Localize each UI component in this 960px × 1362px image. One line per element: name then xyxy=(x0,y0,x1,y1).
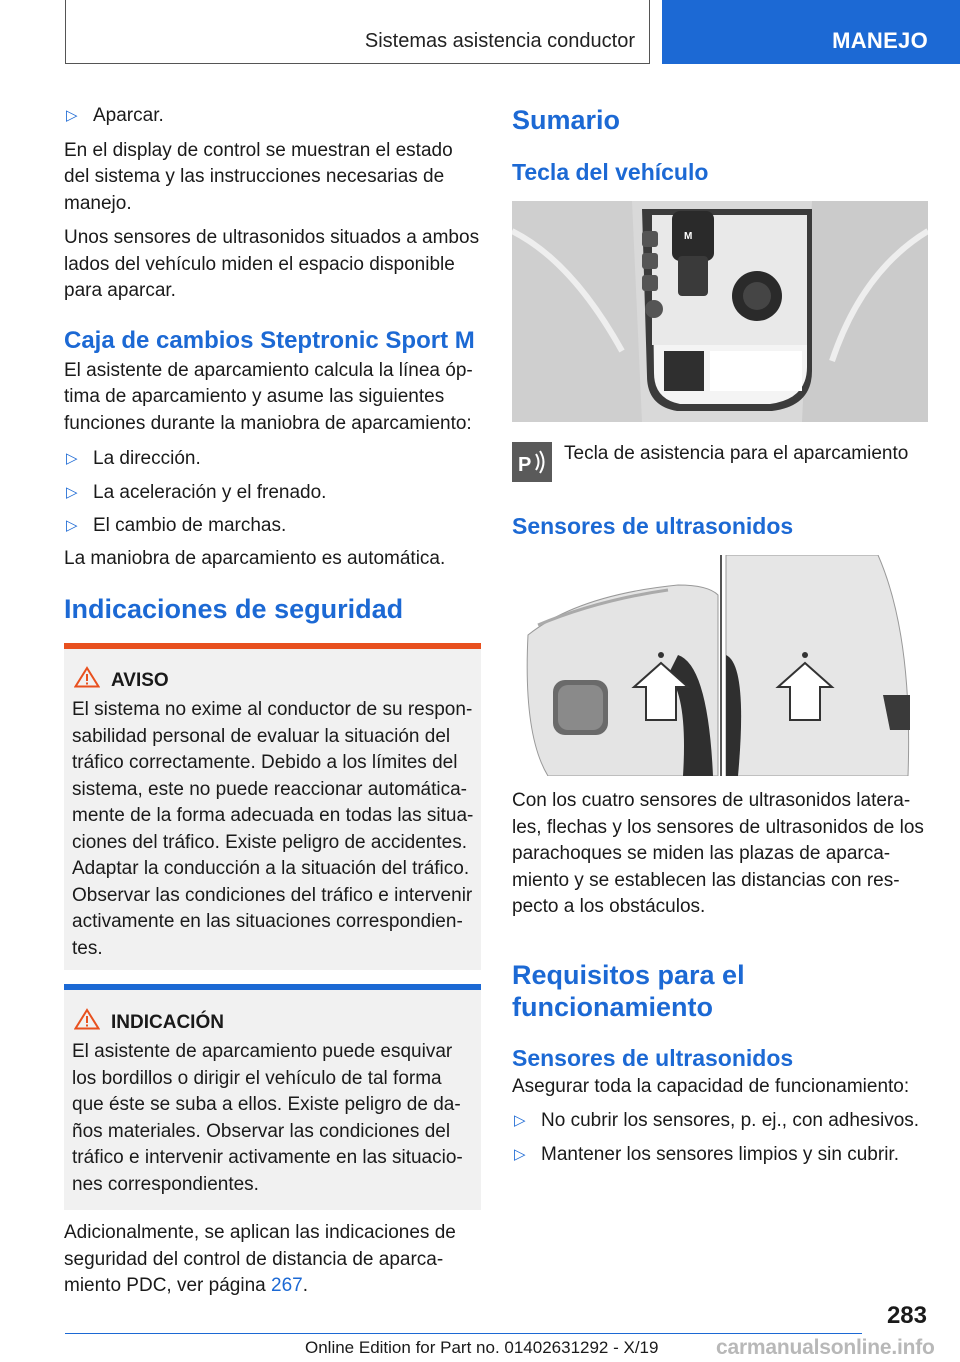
list-item-text: Mantener los sensores limpios y sin cubrir. xyxy=(541,1143,899,1165)
triangle-bullet-icon: ▷ xyxy=(66,450,78,467)
warning-triangle-icon xyxy=(74,1008,100,1030)
watermark: carmanualsonline.info xyxy=(716,1336,935,1359)
heading-requirements: Requisitos para el funcionamiento xyxy=(512,959,745,1022)
heading-sensors: Sensores de ultrasonidos xyxy=(512,513,794,539)
paragraph: En el display de control se muestran el estado del sistema y las instrucciones necesarias de manejo. xyxy=(64,139,453,214)
list-item xyxy=(512,1108,928,1135)
heading-req-sensors: Sensores de ultrasonidos xyxy=(512,1044,794,1071)
list-item xyxy=(64,103,481,130)
page-number: 283 xyxy=(886,1302,927,1329)
right-column xyxy=(512,100,928,1168)
list-item-text: Aparcar. xyxy=(93,105,164,126)
svg-text:P: P xyxy=(518,454,532,476)
left-column xyxy=(64,100,481,1300)
list-item xyxy=(64,513,481,540)
paragraph: Unos sensores de ultrasonidos situados a ambos lados del vehículo miden el espacio disponible para aparcar. xyxy=(64,227,480,301)
warning-box xyxy=(64,643,481,970)
list-item xyxy=(64,480,481,507)
paragraph: La maniobra de aparcamiento es automática. xyxy=(64,547,446,569)
list-item-text: La aceleración y el frenado. xyxy=(93,481,327,503)
parking-assist-button-icon xyxy=(512,442,552,482)
paragraph-pdc xyxy=(64,1220,481,1300)
list-item-text: No cubrir los sensores, p. ej., con adhesivos. xyxy=(541,1110,920,1131)
list-item-text: El cambio de marchas. xyxy=(93,515,287,536)
key-caption-row xyxy=(512,442,928,484)
notice-bar xyxy=(64,984,481,990)
paragraph-text: Adicionalmente, se aplican las indicaciones de seguridad del control de distancia de aparcamiento PDC, ver página xyxy=(64,1222,456,1296)
svg-text:M: M xyxy=(684,231,693,242)
list-item xyxy=(64,446,481,473)
chapter-label: MANEJO xyxy=(832,28,928,53)
heading-summary: Sumario xyxy=(512,105,621,135)
notice-box xyxy=(64,984,481,1210)
notice-text: El asistente de aparcamiento puede esquivar los bordillos o dirigir el vehículo de tal forma que éste se suba a ellos. Existe peligro de daños materiales. Observar las condiciones del tráfico e intervenir activamente en las situaciones correspondientes. xyxy=(72,1041,463,1195)
key-caption: Tecla de asistencia para el aparcamiento xyxy=(564,443,909,464)
warning-title: AVISO xyxy=(111,670,169,691)
warning-text: El sistema no exime al conductor de su responsabilidad personal de evaluar la situación del tráfico correctamente. Debido a los límites del sistema, este no puede reaccionar automáticamente de la forma adecuada en todas las situaciones del tráfico. Existe peligro de accidentes. Adaptar la conducción a la situación del tráfico. Observar las condiciones del tráfico e intervenir activamente en las situaciones correspondientes. xyxy=(72,699,474,959)
heading-safety: Indicaciones de seguridad xyxy=(64,594,404,624)
header-section-box xyxy=(65,0,650,64)
triangle-bullet-icon: ▷ xyxy=(514,1145,526,1163)
ultrasonic-sensors-image xyxy=(518,555,918,776)
paragraph: Asegurar toda la capacidad de funcionamiento: xyxy=(512,1075,910,1097)
paragraph: El asistente de aparcamiento calcula la línea óptima de aparcamiento y asume las siguientes funciones durante la maniobra de aparcamiento: xyxy=(64,359,473,434)
edition-text: Online Edition for Part no. 01402631292 - X/19 xyxy=(305,1338,659,1357)
warning-bar xyxy=(64,643,481,649)
paragraph: Con los cuatro sensores de ultrasonidos laterales, flechas y los sensores de ultrasonidos de los parachoques se miden las plazas de aparcamiento y se establecen las distancias con respecto a los obstáculos. xyxy=(512,790,924,917)
center-console-image xyxy=(512,201,928,422)
page-link[interactable]: 267 xyxy=(271,1275,303,1296)
footer-divider xyxy=(65,1333,862,1334)
triangle-bullet-icon: ▷ xyxy=(514,1112,526,1129)
heading-gearbox: Caja de cambios Steptronic Sport M xyxy=(64,326,475,354)
warning-triangle-icon xyxy=(74,666,100,688)
section-title: Sistemas asistencia conductor xyxy=(364,30,635,52)
triangle-bullet-icon: ▷ xyxy=(66,483,78,501)
list-item xyxy=(512,1142,928,1169)
chapter-tab[interactable] xyxy=(662,0,960,64)
triangle-bullet-icon: ▷ xyxy=(66,107,78,124)
triangle-bullet-icon: ▷ xyxy=(66,517,78,534)
list-item-text: La dirección. xyxy=(93,448,201,469)
notice-title: INDICACIÓN xyxy=(111,1012,224,1033)
heading-vehicle-key: Tecla del vehículo xyxy=(512,159,709,185)
paragraph-text: . xyxy=(302,1275,308,1296)
